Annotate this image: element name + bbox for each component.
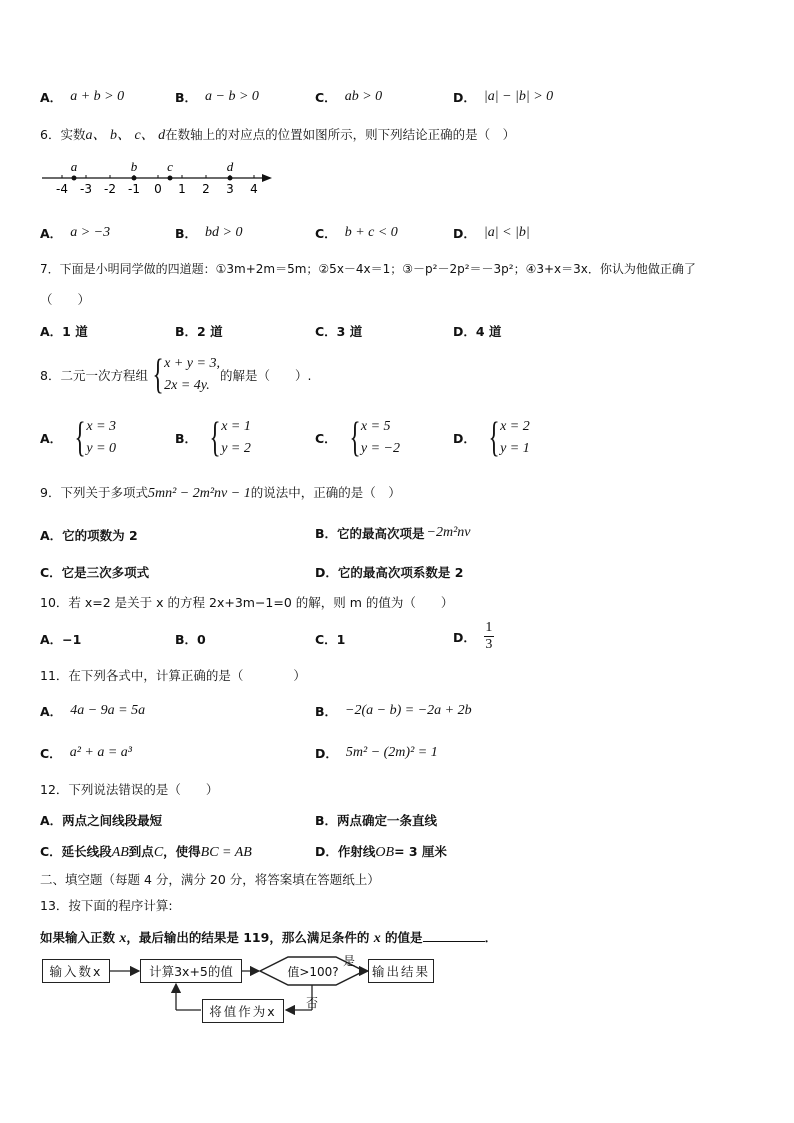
q6-stem: 6．实数a、 b、 c、 d在数轴上的对应点的位置如图所示，则下列结论正确的是（ ）	[40, 127, 516, 143]
q8-option-b: B． { x = 1 y = 2	[175, 415, 251, 461]
q10-option-b: B．0	[175, 632, 206, 647]
q13-title: 13．按下面的程序计算:	[40, 898, 173, 913]
number-line-tick-label: -1	[128, 182, 140, 196]
number-line-tick-label: 3	[226, 182, 234, 196]
number-line-point-c	[168, 176, 173, 181]
q6-option-d: D． |a| < |b|	[453, 225, 530, 241]
q10-option-c: C．1	[315, 632, 346, 647]
number-line-tick-label: -2	[104, 182, 116, 196]
q7-option-c: C．3 道	[315, 324, 363, 339]
flow-decision-label: 值>100?	[287, 965, 339, 979]
fraction: $\frac{1}{3}$	[485, 620, 493, 652]
program-flowchart	[38, 952, 438, 1026]
q8-option-c: C． { x = 5 y = −2	[315, 415, 400, 461]
q11-stem: 11．在下列各式中，计算正确的是（ ）	[40, 668, 306, 683]
flow-output-box: 输出结果	[368, 959, 434, 983]
q5-option-d: D． |a| − |b| > 0	[453, 89, 554, 105]
q10-stem: 10．若 x=2 是关于 x 的方程 2x+3m−1=0 的解，则 m 的值为（ ）	[40, 595, 454, 610]
number-line-arrow-icon	[262, 174, 272, 182]
q9-stem: 9．下列关于多项式5mn² − 2m²nv − 1的说法中，正确的是（ ）	[40, 485, 401, 501]
q5-option-a: A． a + b > 0	[40, 89, 125, 105]
q7-stem: 7．下面是小明同学做的四道题：①3m+2m＝5m；②5x－4x＝1；③－p²－2p²＝－3p²；④3+x＝3x．你认为他做正确了	[40, 262, 696, 276]
q8-stem: 8．二元一次方程组 { x + y = 3, 2x = 4y. 的解是（ ）.	[40, 352, 312, 398]
number-line	[38, 152, 278, 198]
q7-option-a: A．1 道	[40, 324, 88, 339]
number-line-tick-label: 4	[250, 182, 258, 196]
q6-option-b: B． bd > 0	[175, 225, 243, 241]
number-line-point-b	[132, 176, 137, 181]
number-line-tick-label: 0	[154, 182, 162, 196]
q12-option-c: C．延长线段AB到点C，使得BC = AB	[40, 844, 252, 860]
q9-option-b: B．它的最高次项是 −2m²nv	[315, 525, 471, 541]
brace-icon: {	[349, 415, 361, 461]
q5-option-b: B． a − b > 0	[175, 89, 259, 105]
number-line-point-a	[72, 176, 77, 181]
number-line-point-label: a	[70, 159, 78, 174]
number-line-tick-label: 2	[202, 182, 210, 196]
number-line-tick-label: -3	[80, 182, 92, 196]
number-line-point-label: c	[167, 159, 173, 174]
q6-option-c: C． b + c < 0	[315, 225, 398, 241]
q10-option-a: A．−1	[40, 632, 82, 647]
q11-option-b: B． −2(a − b) = −2a + 2b	[315, 703, 472, 719]
number-line-point-label: d	[226, 159, 234, 174]
flow-compute-box: 计算3x+5的值	[140, 959, 242, 983]
q11-option-a: A． 4a − 9a = 5a	[40, 703, 146, 719]
q11-option-c: C． a² + a = a³	[40, 745, 132, 761]
q12-option-b: B．两点确定一条直线	[315, 813, 438, 828]
flow-input-box: 输入数x	[42, 959, 110, 983]
q7-stem-paren: （ ）	[40, 292, 91, 307]
brace-icon: {	[74, 415, 86, 461]
q9-option-c: C．它是三次多项式	[40, 565, 150, 580]
flow-yes-label: 是	[343, 954, 356, 968]
q12-stem: 12．下列说法错误的是（ ）	[40, 782, 219, 797]
flow-loop-box: 将值作为x	[202, 999, 284, 1023]
brace-icon: {	[209, 415, 221, 461]
q13-stem: 如果输入正数 x，最后输出的结果是 119，那么满足条件的 x 的值是 ．	[40, 930, 498, 946]
q8-equation-system: { x + y = 3, 2x = 4y.	[152, 352, 220, 398]
q5-option-c: C． ab > 0	[315, 89, 383, 105]
q6-option-a: A． a > −3	[40, 225, 111, 241]
q9-option-d: D．它的最高次项系数是 2	[315, 565, 464, 580]
q12-option-d: D．作射线OB= 3 厘米	[315, 844, 447, 860]
brace-icon: {	[488, 415, 500, 461]
q12-option-a: A．两点之间线段最短	[40, 813, 163, 828]
section-heading-fill-blank: 二、填空题（每题 4 分，满分 20 分，将答案填在答题纸上）	[40, 872, 380, 887]
q7-option-b: B．2 道	[175, 324, 223, 339]
q9-option-a: A．它的项数为 2	[40, 528, 138, 543]
q7-option-d: D．4 道	[453, 324, 502, 339]
flow-no-label: 否	[306, 996, 319, 1010]
number-line-point-label: b	[130, 159, 138, 174]
q8-option-d: D． { x = 2 y = 1	[453, 415, 530, 461]
q10-option-d: D． $\frac{1}{3}$	[453, 620, 493, 652]
q8-option-a: A． { x = 3 y = 0	[40, 415, 117, 461]
brace-icon: {	[152, 352, 164, 398]
number-line-tick-label: -4	[56, 182, 68, 196]
number-line-tick-label: 1	[178, 182, 186, 196]
number-line-point-d	[228, 176, 233, 181]
q11-option-d: D． 5m² − (2m)² = 1	[315, 745, 438, 761]
answer-blank[interactable]	[423, 929, 485, 942]
